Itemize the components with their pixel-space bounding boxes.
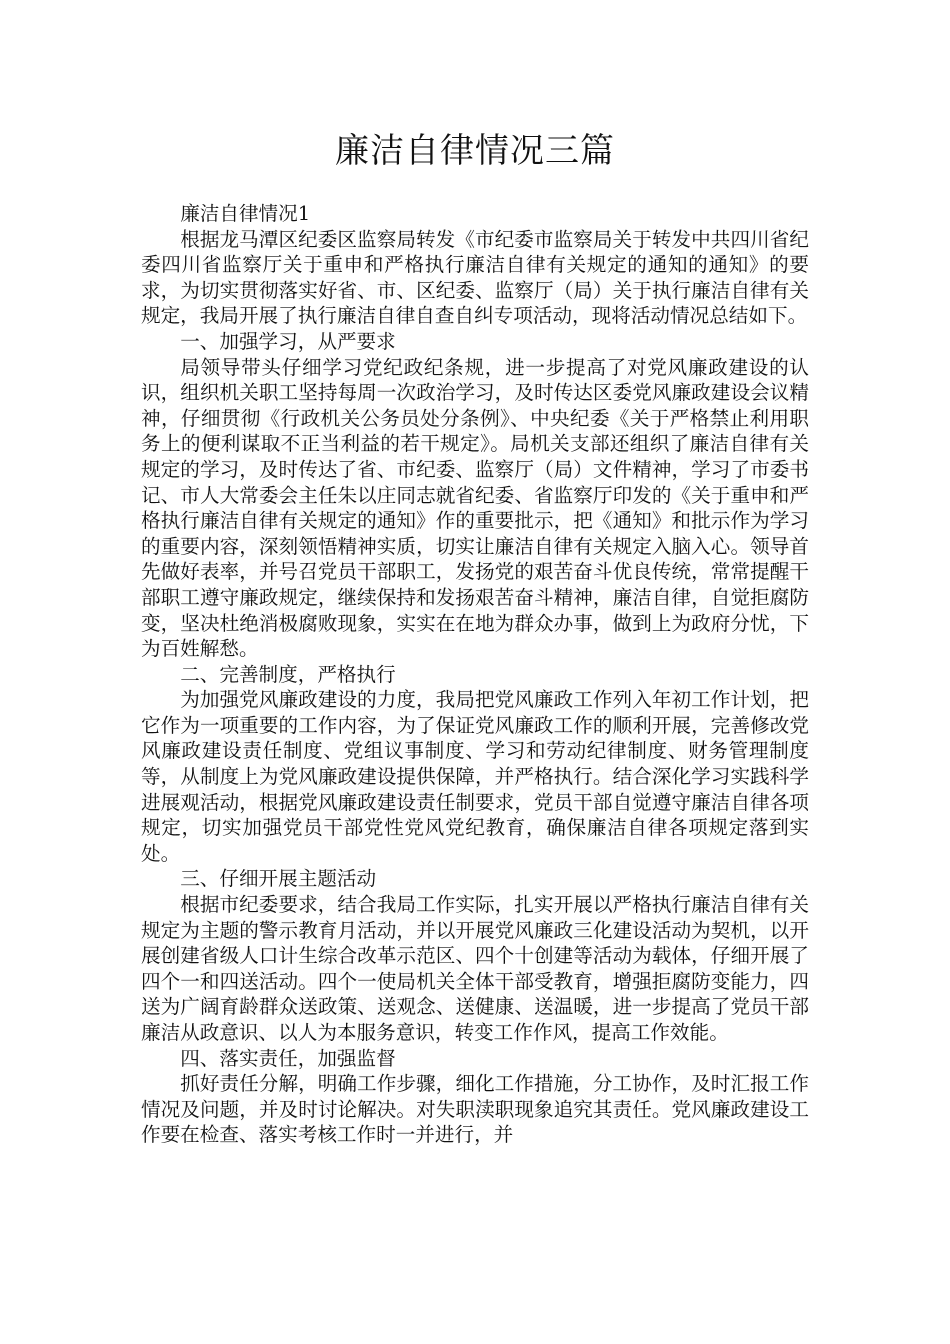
section-heading-1: 一、加强学习，从严要求 xyxy=(180,329,396,353)
paragraph-subtitle: 廉洁自律情况1 xyxy=(180,202,311,225)
section-heading-4: 四、落实责任，加强监督 xyxy=(180,1046,396,1070)
document-body xyxy=(141,201,809,1148)
paragraph-section-3: 根据市纪委要求，结合我局工作实际，扎实开展以严格执行廉洁自律有关规定为主题的警示教育月活动，并以开展党风廉政三化建设活动为契机，以开展创建省级人口计生综合改革示范区、四个十创建等活动为载体，仔细开展了四个一和四送活动。四个一使局机关全体干部受教育，增强拒腐防变能力，四送为广阔育龄群众送政策、送观念、送健康、送温暖，进一步提高了党员干部廉洁从政意识、以人为本服务意识，转变工作作风，提高工作效能。 xyxy=(141,893,809,1044)
document-title: 廉洁自律情况三篇 xyxy=(335,131,615,171)
paragraph-section-1: 局领导带头仔细学习党纪政纪条规，进一步提高了对党风廉政建设的认识，组织机关职工坚持每周一次政治学习，及时传达区委党风廉政建设会议精神，仔细贯彻《行政机关公务员处分条例》、中央纪委《关于严格禁止利用职务上的便利谋取不正当利益的若干规定》。局机关支部还组织了廉洁自律有关规定的学习，及时传达了省、市纪委、监察厅（局）文件精神，学习了市委书记、市人大常委会主任朱以庄同志就省纪委、省监察厅印发的《关于重申和严格执行廉洁自律有关规定的通知》作的重要批示，把《通知》和批示作为学习的重要内容，深刻领悟精神实质，切实让廉洁自律有关规定入脑入心。领导首先做好表率，并号召党员干部职工，发扬党的艰苦奋斗优良传统，常常提醒干部职工遵守廉政规定，继续保持和发扬艰苦奋斗精神，廉洁自律，自觉拒腐防变，坚决杜绝消极腐败现象，实实在在地为群众办事，做到上为政府分忧，下为百姓解愁。 xyxy=(141,355,809,661)
paragraph-section-2: 为加强党风廉政建设的力度，我局把党风廉政工作列入年初工作计划，把它作为一项重要的工作内容，为了保证党风廉政工作的顺利开展，完善修改党风廉政建设责任制度、党组议事制度、学习和劳动纪律制度、财务管理制度等，从制度上为党风廉政建设提供保障，并严格执行。结合深化学习实践科学进展观活动，根据党风廉政建设责任制要求，党员干部自觉遵守廉洁自律各项规定，切实加强党员干部党性党风党纪教育，确保廉洁自律各项规定落到实处。 xyxy=(141,688,809,865)
paragraph-section-4: 抓好责任分解，明确工作步骤，细化工作措施，分工协作，及时汇报工作情况及问题，并及时讨论解决。对失职渎职现象追究其责任。党风廉政建设工作要在检查、落实考核工作时一并进行，并 xyxy=(141,1072,809,1147)
section-heading-3: 三、仔细开展主题活动 xyxy=(180,867,377,891)
section-heading-2: 二、完善制度，严格执行 xyxy=(180,662,396,686)
paragraph-intro: 根据龙马潭区纪委区监察局转发《市纪委市监察局关于转发中共四川省纪委四川省监察厅关于重申和严格执行廉洁自律有关规定的通知的通知》的要求，为切实贯彻落实好省、市、区纪委、监察厅（局）关于执行廉洁自律有关规定，我局开展了执行廉洁自律自查自纠专项活动，现将活动情况总结如下。 xyxy=(141,227,809,328)
